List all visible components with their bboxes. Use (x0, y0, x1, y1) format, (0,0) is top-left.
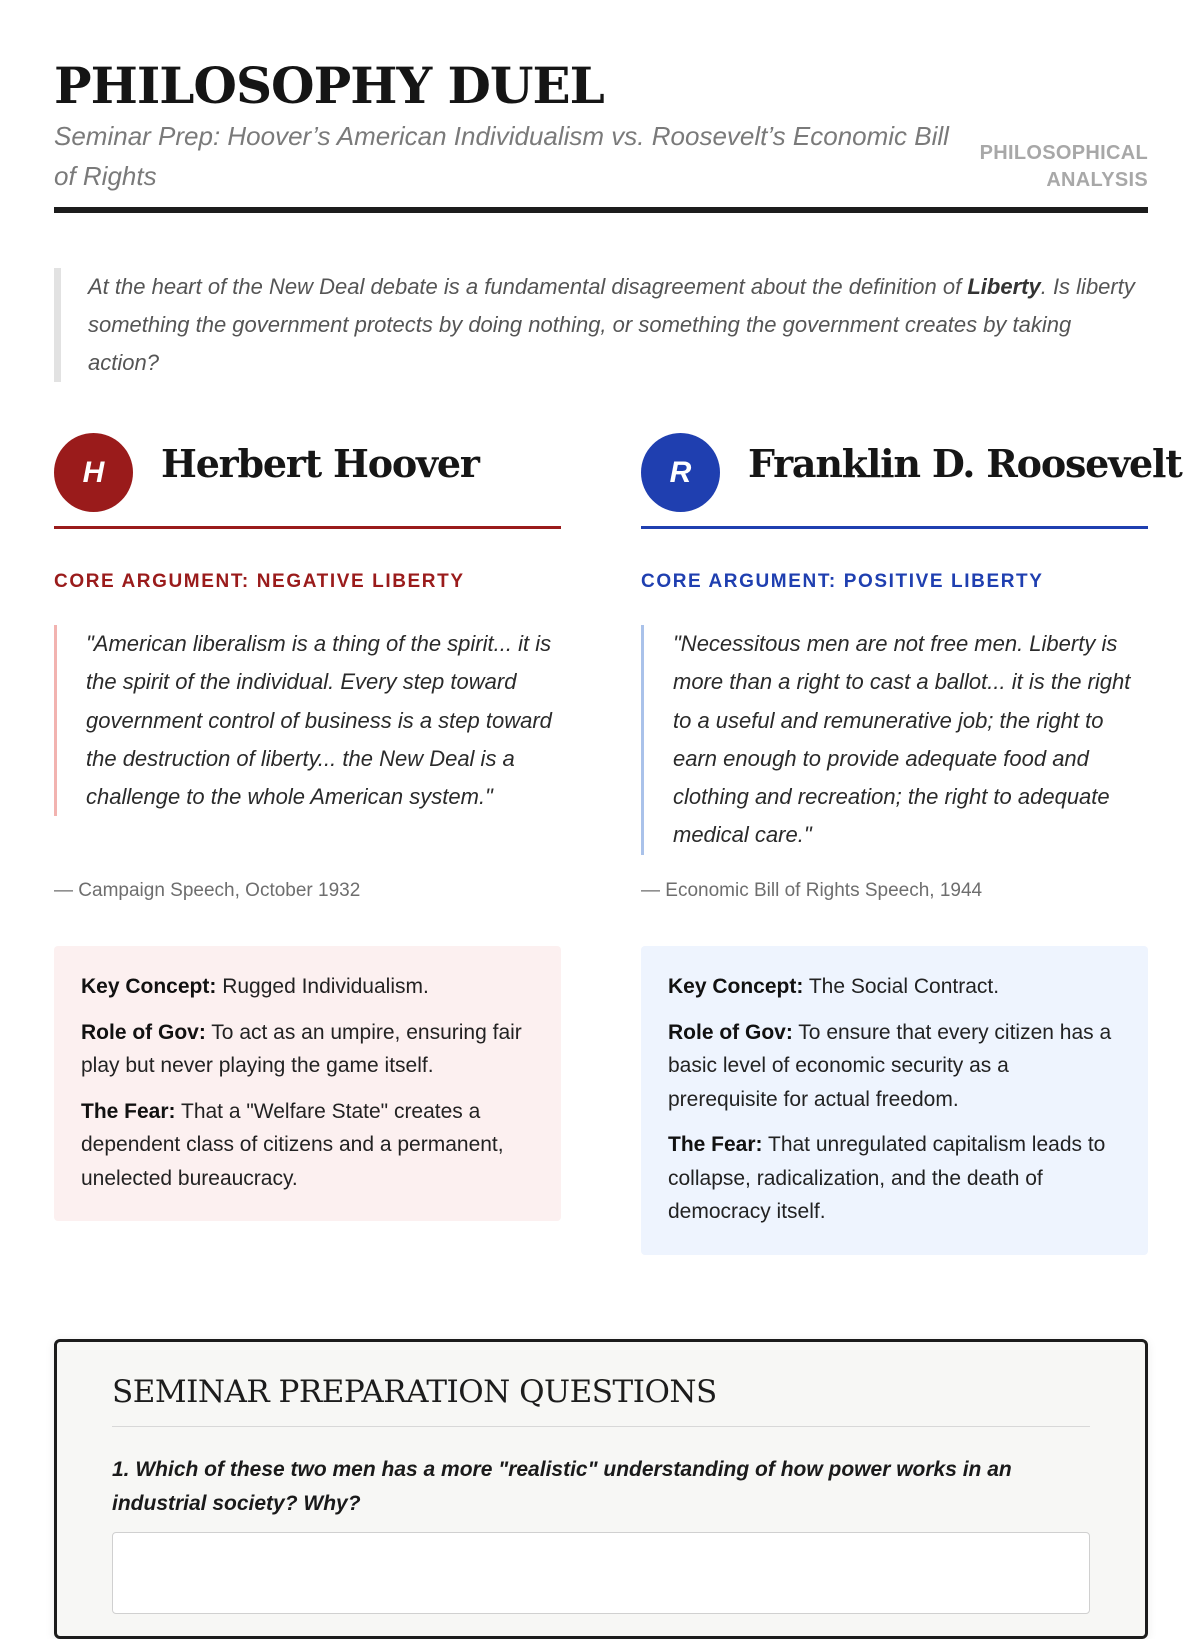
roosevelt-fear-label: The Fear: (668, 1133, 763, 1156)
roosevelt-key-concept-label: Key Concept: (668, 975, 804, 998)
roosevelt-role-label: Role of Gov: (668, 1020, 793, 1044)
hoover-role-value: To act as an umpire, ensuring fair play but never playing the game itself. (81, 1020, 522, 1077)
hoover-header (54, 433, 561, 529)
roosevelt-quote: "Necessitous men are not free men. Liberty is more than a right to cast a ballot... it is the right to a useful and remunerative job; the right to earn enough to provide adequate food and clothing and recreation; the right to adequate medical care." (641, 625, 1148, 855)
category-tag-line2: ANALYSIS (1046, 169, 1148, 191)
hoover-role-label: Role of Gov: (81, 1020, 206, 1044)
roosevelt-summary-box (641, 946, 1148, 1255)
roosevelt-quote-source: — Economic Bill of Rights Speech, 1944 (641, 880, 983, 901)
hoover-name: Herbert Hoover (161, 441, 479, 486)
roosevelt-core-argument: CORE ARGUMENT: POSITIVE LIBERTY (641, 571, 1044, 592)
intro-text-before: At the heart of the New Deal debate is a fundamental disagreement about the definition of (88, 274, 968, 299)
roosevelt-header (641, 433, 1182, 529)
intro-text-after: . Is liberty something the government protects by doing nothing, or something the government creates by taking action? (88, 274, 1135, 375)
roosevelt-name: Franklin D. Roosevelt (748, 441, 1182, 486)
hoover-quote: "American liberalism is a thing of the spirit... it is the spirit of the individual. Every step toward government control of business is a step toward the destruction of liberty... the New Deal is a challenge to the whole American system." (54, 625, 561, 816)
seminar-question-1: 1. Which of these two men has a more "realistic" understanding of how power works in an industrial society? Why? (112, 1458, 1012, 1515)
page (54, 0, 1182, 1515)
hoover-quote-source: — Campaign Speech, October 1932 (54, 880, 361, 901)
hoover-core-argument: CORE ARGUMENT: NEGATIVE LIBERTY (54, 571, 465, 592)
hoover-fear (81, 1095, 535, 1196)
seminar-title: SEMINAR PREPARATION QUESTIONS (112, 1342, 1090, 1427)
roosevelt-role-of-gov (668, 1016, 1122, 1117)
roosevelt-avatar: R (641, 433, 720, 512)
hoover-key-concept-label: Key Concept: (81, 975, 217, 998)
hoover-column (54, 433, 561, 1190)
hoover-role-of-gov (81, 1016, 535, 1083)
hoover-fear-label: The Fear: (81, 1099, 176, 1123)
roosevelt-key-concept-value: The Social Contract. (803, 975, 1000, 998)
category-tag (980, 140, 1148, 194)
hoover-fear-value: That a "Welfare State" creates a dependent class of citizens and a permanent, unelected bureaucracy. (81, 1099, 504, 1190)
page-subtitle: Seminar Prep: Hoover’s American Individualism vs. Roosevelt’s Economic Bill of Rights (54, 121, 949, 191)
roosevelt-role-value: To ensure that every citizen has a basic level of economic security as a prerequisite for actual freedom. (668, 1020, 1112, 1111)
roosevelt-fear-value: That unregulated capitalism leads to collapse, radicalization, and the death of democracy itself. (668, 1133, 1106, 1223)
seminar-questions-panel (54, 1339, 1148, 1639)
hoover-summary-box (54, 946, 561, 1221)
hoover-key-concept (81, 970, 535, 1004)
page-title: PHILOSOPHY DUEL (54, 56, 604, 115)
roosevelt-fear (668, 1128, 1122, 1229)
roosevelt-column (641, 433, 1182, 1223)
hoover-avatar: H (54, 433, 133, 512)
roosevelt-key-concept (668, 970, 1122, 1004)
header (54, 0, 1148, 213)
hoover-key-concept-value: Rugged Individualism. (216, 975, 429, 998)
intro-blockquote (54, 268, 1148, 382)
answer-field-1[interactable] (112, 1532, 1090, 1614)
intro-emphasis: Liberty (967, 274, 1041, 299)
category-tag-line1: PHILOSOPHICAL (979, 142, 1148, 164)
